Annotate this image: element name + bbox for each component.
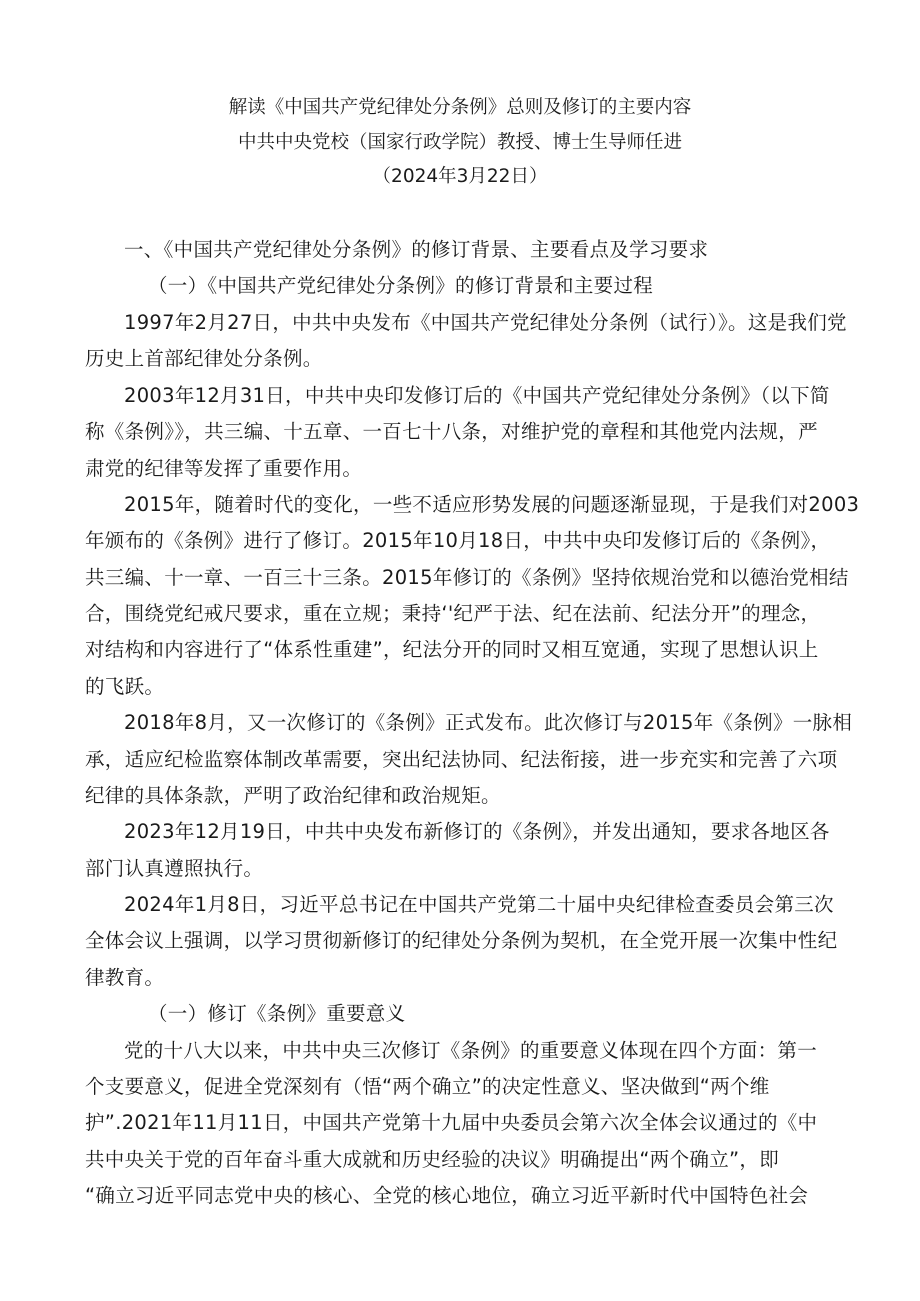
paragraph-line: 2023年12月19日，中共中央发布新修订的《条例》，并发出通知，要求各地区各 xyxy=(124,820,830,843)
paragraph-line: 个支要意义，促进全党深刻有（悟“两个确立”的决定性意义、坚决做到“两个维 xyxy=(85,1075,770,1098)
section-heading: 一、《中国共产党纪律处分条例》的修订背景、主要看点及学习要求 xyxy=(124,238,709,261)
paragraph-line: 党的十八大以来，中共中央三次修订《条例》的重要意义体现在四个方面：第一 xyxy=(124,1039,818,1062)
paragraph-line: 共三编、十一章、一百三十三条。2015年修订的《条例》坚持依规治党和以德治党相结 xyxy=(85,566,849,589)
date-line: （2024年3月22日） xyxy=(372,166,548,187)
author-line: 中共中央党校（国家行政学院）教授、博士生导师任进 xyxy=(237,132,682,153)
paragraph-line: 2018年8月，又一次修订的《条例》正式发布。此次修订与2015年《条例》一脉相 xyxy=(124,711,853,734)
subsection-heading: （一）《中国共产党纪律处分条例》的修订背景和主要过程 xyxy=(148,274,654,297)
paragraph-line: 纪律的具体条款，严明了政治纪律和政治规矩。 xyxy=(85,784,501,807)
paragraph-line: “确立习近平同志党中央的核心、全党的核心地位，确立习近平新时代中国特色社会 xyxy=(85,1184,809,1207)
paragraph-line: 年颁布的《条例》进行了修订。2015年10月18日，中共中央印发修订后的《条例》， xyxy=(85,529,831,552)
document-title: 解读《中国共产党纪律处分条例》总则及修订的主要内容 xyxy=(228,97,692,118)
paragraph-line: 1997年2月27日，中共中央发布《中国共产党纪律处分条例（试行）》。这是我们党 xyxy=(124,311,847,334)
paragraph-line: 肃党的纪律等发挥了重要作用。 xyxy=(85,457,363,480)
paragraph-line: 的飞跃。 xyxy=(85,675,165,698)
paragraph-line: 合，围绕党纪戒尺要求，重在立规；秉持‘'纪严于法、纪在法前、纪法分开”的理念， xyxy=(85,602,821,625)
paragraph-line: 2003年12月31日，中共中央印发修订后的《中国共产党纪律处分条例》（以下简 xyxy=(124,384,830,407)
paragraph-line: 历史上首部纪律处分条例。 xyxy=(85,347,323,370)
paragraph-line: 承，适应纪检监察体制改革需要，突出纪法协同、纪法衔接，进一步充实和完善了六项 xyxy=(85,748,838,771)
paragraph-line: 部门认真遵照执行。 xyxy=(85,857,264,880)
paragraph-line: 律教育。 xyxy=(85,966,165,989)
paragraph-line: 全体会议上强调，以学习贯彻新修订的纪律处分条例为契机，在全党开展一次集中性纪 xyxy=(85,929,838,952)
paragraph-line: 护”.2021年11月11日，中国共产党第十九届中央委员会第六次全体会议通过的《中 xyxy=(85,1111,818,1134)
paragraph-line: 2024年1月8日，习近平总书记在中国共产党第二十届中央纪律检查委员会第三次 xyxy=(124,893,834,916)
subsection-heading: （一）修订《条例》重要意义 xyxy=(148,1002,406,1025)
paragraph-line: 对结构和内容进行了“体系性重建”，纪法分开的同时又相互宽通，实现了思想认识上 xyxy=(85,638,819,661)
paragraph-line: 2015年，随着时代的变化，一些不适应形势发展的问题逐渐显现，于是我们对2003 xyxy=(124,493,860,516)
paragraph-line: 共中央关于党的百年奋斗重大成就和历史经验的决议》明确提出“两个确立”，即 xyxy=(85,1148,780,1171)
paragraph-line: 称《条例》》，共三编、十五章、一百七十八条，对维护党的章程和其他党内法规，严 xyxy=(85,420,818,443)
